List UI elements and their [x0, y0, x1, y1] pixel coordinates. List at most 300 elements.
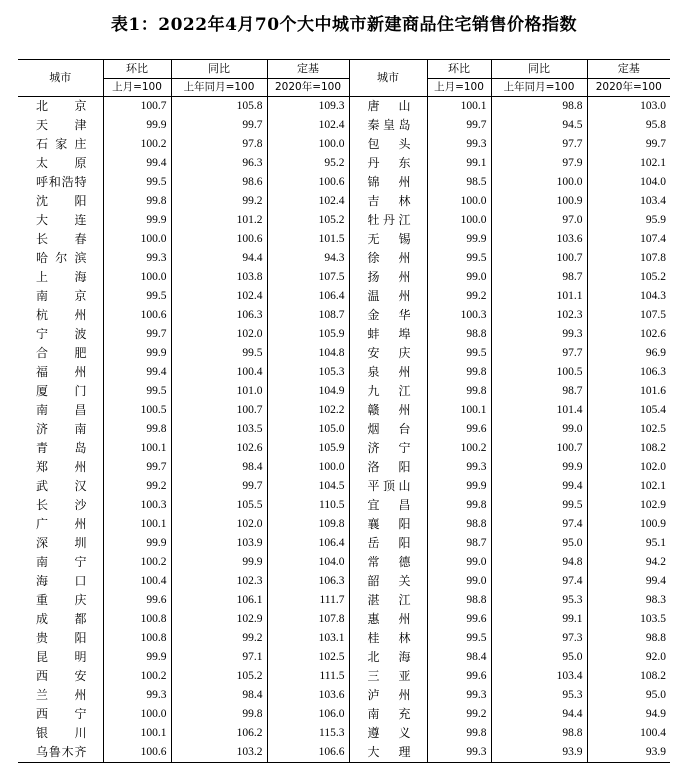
index-fixed-base-cell: 95.9 [587, 211, 670, 230]
index-yoy-cell: 102.3 [171, 572, 267, 591]
index-yoy-cell: 101.2 [171, 211, 267, 230]
city-name-cell: 唐山 [349, 97, 427, 117]
city-name-cell: 蚌埠 [349, 325, 427, 344]
index-yoy-cell: 102.0 [171, 325, 267, 344]
index-mom-cell: 99.7 [427, 116, 491, 135]
index-mom-cell: 99.1 [427, 154, 491, 173]
city-name-cell: 无锡 [349, 230, 427, 249]
index-mom-cell: 99.8 [427, 363, 491, 382]
index-yoy-cell: 98.4 [171, 458, 267, 477]
index-fixed-base-cell: 95.0 [587, 686, 670, 705]
index-mom-cell: 99.0 [427, 268, 491, 287]
index-mom-cell: 100.2 [103, 667, 171, 686]
index-fixed-base-cell: 109.3 [267, 97, 349, 117]
index-yoy-cell: 106.2 [171, 724, 267, 743]
index-fixed-base-cell: 101.5 [267, 230, 349, 249]
index-yoy-cell: 97.7 [491, 135, 587, 154]
index-mom-cell: 100.8 [103, 629, 171, 648]
table-row [18, 287, 670, 306]
index-fixed-base-cell: 111.5 [267, 667, 349, 686]
index-fixed-base-cell: 102.6 [587, 325, 670, 344]
index-yoy-cell: 103.8 [171, 268, 267, 287]
city-name-cell: 泉州 [349, 363, 427, 382]
index-yoy-cell: 103.5 [171, 420, 267, 439]
city-name-cell: 赣州 [349, 401, 427, 420]
city-name-cell: 南京 [36, 289, 87, 303]
header-sub-fixed-base: 2020年=100 [267, 79, 349, 97]
table-row [18, 534, 670, 553]
index-mom-cell: 98.4 [427, 648, 491, 667]
index-fixed-base-cell: 115.3 [267, 724, 349, 743]
table-row [18, 496, 670, 515]
city-name-cell: 泸州 [349, 686, 427, 705]
city-name-cell: 平顶山 [349, 477, 427, 496]
index-yoy-cell: 100.4 [171, 363, 267, 382]
index-fixed-base-cell: 103.0 [587, 97, 670, 117]
city-name-cell: 北海 [349, 648, 427, 667]
index-fixed-base-cell: 101.6 [587, 382, 670, 401]
index-mom-cell: 99.5 [427, 344, 491, 363]
index-yoy-cell: 99.9 [491, 458, 587, 477]
index-yoy-cell: 100.7 [171, 401, 267, 420]
index-mom-cell: 99.9 [103, 211, 171, 230]
city-name-cell: 重庆 [36, 593, 87, 607]
index-fixed-base-cell: 106.4 [267, 287, 349, 306]
index-fixed-base-cell: 104.5 [267, 477, 349, 496]
index-fixed-base-cell: 107.5 [587, 306, 670, 325]
index-mom-cell: 99.3 [427, 686, 491, 705]
index-mom-cell: 100.0 [103, 230, 171, 249]
header-city: 城市 [18, 60, 103, 97]
table-row [18, 230, 670, 249]
index-fixed-base-cell: 95.8 [587, 116, 670, 135]
city-name-cell: 宁波 [36, 327, 87, 341]
city-name-cell: 桂林 [349, 629, 427, 648]
index-mom-cell: 99.5 [427, 629, 491, 648]
city-name-cell: 吉林 [349, 192, 427, 211]
header-mom: 环比 [427, 60, 491, 79]
city-name-cell: 襄阳 [349, 515, 427, 534]
table-row [18, 477, 670, 496]
index-fixed-base-cell: 107.8 [587, 249, 670, 268]
index-fixed-base-cell: 98.3 [587, 591, 670, 610]
index-mom-cell: 99.8 [427, 724, 491, 743]
city-name-cell: 包头 [349, 135, 427, 154]
index-yoy-cell: 98.7 [491, 382, 587, 401]
city-name-cell: 青岛 [36, 441, 87, 455]
header-sub-yoy: 上年同月=100 [491, 79, 587, 97]
index-mom-cell: 100.7 [103, 97, 171, 117]
index-fixed-base-cell: 94.2 [587, 553, 670, 572]
index-mom-cell: 100.2 [427, 439, 491, 458]
index-mom-cell: 100.1 [427, 97, 491, 117]
index-yoy-cell: 101.0 [171, 382, 267, 401]
index-yoy-cell: 99.2 [171, 192, 267, 211]
index-yoy-cell: 100.9 [491, 192, 587, 211]
index-mom-cell: 100.1 [103, 439, 171, 458]
index-yoy-cell: 99.3 [491, 325, 587, 344]
index-yoy-cell: 99.4 [491, 477, 587, 496]
index-fixed-base-cell: 108.7 [267, 306, 349, 325]
index-fixed-base-cell: 100.0 [267, 135, 349, 154]
city-name-cell: 成都 [36, 612, 87, 626]
city-name-cell: 济南 [36, 422, 87, 436]
city-name-cell: 安庆 [349, 344, 427, 363]
index-yoy-cell: 93.9 [491, 743, 587, 763]
city-name-cell: 徐州 [349, 249, 427, 268]
index-fixed-base-cell: 108.2 [587, 667, 670, 686]
city-name-cell: 湛江 [349, 591, 427, 610]
city-name-cell: 沈阳 [36, 194, 87, 208]
city-name-cell: 南昌 [36, 403, 87, 417]
city-name-cell: 石家庄 [36, 137, 87, 151]
table-row [18, 724, 670, 743]
index-mom-cell: 99.5 [103, 173, 171, 192]
index-yoy-cell: 95.0 [491, 534, 587, 553]
table-row [18, 705, 670, 724]
city-name-cell: 金华 [349, 306, 427, 325]
index-mom-cell: 99.6 [427, 667, 491, 686]
index-fixed-base-cell: 104.3 [587, 287, 670, 306]
city-name-cell: 烟台 [349, 420, 427, 439]
city-name-cell: 常德 [349, 553, 427, 572]
index-fixed-base-cell: 102.5 [267, 648, 349, 667]
index-mom-cell: 98.8 [427, 325, 491, 344]
header-sub-fixed-base: 2020年=100 [587, 79, 670, 97]
city-name-cell: 长春 [36, 232, 87, 246]
table-row [18, 553, 670, 572]
index-fixed-base-cell: 99.4 [587, 572, 670, 591]
index-yoy-cell: 103.4 [491, 667, 587, 686]
header-fixed-base: 定基 [267, 60, 349, 79]
index-mom-cell: 99.9 [427, 477, 491, 496]
index-yoy-cell: 97.9 [491, 154, 587, 173]
index-yoy-cell: 97.3 [491, 629, 587, 648]
header-row-bases [18, 79, 670, 97]
index-mom-cell: 100.0 [103, 705, 171, 724]
table-row [18, 382, 670, 401]
index-yoy-cell: 101.4 [491, 401, 587, 420]
index-yoy-cell: 99.7 [171, 116, 267, 135]
city-name-cell: 西安 [36, 669, 87, 683]
index-mom-cell: 100.0 [103, 268, 171, 287]
table-row [18, 173, 670, 192]
index-yoy-cell: 99.5 [491, 496, 587, 515]
index-fixed-base-cell: 107.4 [587, 230, 670, 249]
index-mom-cell: 100.1 [427, 401, 491, 420]
header-sub-mom: 上月=100 [427, 79, 491, 97]
index-fixed-base-cell: 104.8 [267, 344, 349, 363]
index-yoy-cell: 97.7 [491, 344, 587, 363]
table-row [18, 268, 670, 287]
index-fixed-base-cell: 92.0 [587, 648, 670, 667]
index-mom-cell: 99.5 [427, 249, 491, 268]
table-row [18, 458, 670, 477]
index-yoy-cell: 106.3 [171, 306, 267, 325]
index-yoy-cell: 99.0 [491, 420, 587, 439]
index-mom-cell: 99.8 [103, 420, 171, 439]
index-mom-cell: 99.6 [427, 610, 491, 629]
index-fixed-base-cell: 111.7 [267, 591, 349, 610]
city-name-cell: 宜昌 [349, 496, 427, 515]
index-fixed-base-cell: 102.0 [587, 458, 670, 477]
index-fixed-base-cell: 104.0 [267, 553, 349, 572]
table-row [18, 667, 670, 686]
index-mom-cell: 99.3 [103, 249, 171, 268]
table-title: 表1：2022年4月70个大中城市新建商品住宅销售价格指数 [110, 15, 578, 35]
table-row [18, 135, 670, 154]
index-fixed-base-cell: 104.0 [587, 173, 670, 192]
index-yoy-cell: 105.2 [171, 667, 267, 686]
header-yoy: 同比 [491, 60, 587, 79]
index-yoy-cell: 95.3 [491, 591, 587, 610]
index-mom-cell: 99.9 [427, 230, 491, 249]
index-yoy-cell: 100.0 [491, 173, 587, 192]
index-yoy-cell: 102.9 [171, 610, 267, 629]
city-name-cell: 三亚 [349, 667, 427, 686]
index-fixed-base-cell: 105.4 [587, 401, 670, 420]
index-yoy-cell: 98.6 [171, 173, 267, 192]
index-mom-cell: 99.4 [103, 154, 171, 173]
index-fixed-base-cell: 102.1 [587, 477, 670, 496]
index-fixed-base-cell: 106.4 [267, 534, 349, 553]
index-fixed-base-cell: 105.9 [267, 439, 349, 458]
city-name-cell: 福州 [36, 365, 87, 379]
index-fixed-base-cell: 108.2 [587, 439, 670, 458]
index-yoy-cell: 97.4 [491, 515, 587, 534]
index-fixed-base-cell: 96.9 [587, 344, 670, 363]
header-mom: 环比 [103, 60, 171, 79]
index-fixed-base-cell: 105.2 [267, 211, 349, 230]
index-mom-cell: 99.5 [103, 382, 171, 401]
index-yoy-cell: 99.7 [171, 477, 267, 496]
index-yoy-cell: 97.8 [171, 135, 267, 154]
city-name-cell: 大连 [36, 213, 87, 227]
city-name-cell: 洛阳 [349, 458, 427, 477]
index-mom-cell: 99.3 [103, 686, 171, 705]
city-name-cell: 银川 [36, 726, 87, 740]
index-fixed-base-cell: 110.5 [267, 496, 349, 515]
city-name-cell: 郑州 [36, 460, 87, 474]
table-row [18, 306, 670, 325]
index-yoy-cell: 98.4 [171, 686, 267, 705]
index-yoy-cell: 98.8 [491, 724, 587, 743]
index-yoy-cell: 99.2 [171, 629, 267, 648]
index-fixed-base-cell: 106.6 [267, 743, 349, 763]
city-name-cell: 惠州 [349, 610, 427, 629]
city-name-cell: 天津 [36, 118, 87, 132]
index-mom-cell: 100.5 [103, 401, 171, 420]
index-mom-cell: 100.0 [427, 211, 491, 230]
city-name-cell: 上海 [36, 270, 87, 284]
index-mom-cell: 98.8 [427, 591, 491, 610]
city-name-cell: 合肥 [36, 346, 87, 360]
index-fixed-base-cell: 99.7 [587, 135, 670, 154]
index-yoy-cell: 102.4 [171, 287, 267, 306]
index-fixed-base-cell: 100.6 [267, 173, 349, 192]
header-city: 城市 [349, 60, 427, 97]
index-fixed-base-cell: 100.0 [267, 458, 349, 477]
table-row [18, 686, 670, 705]
header-sub-yoy: 上年同月=100 [171, 79, 267, 97]
index-mom-cell: 99.8 [427, 496, 491, 515]
index-yoy-cell: 94.4 [171, 249, 267, 268]
city-name-cell: 温州 [349, 287, 427, 306]
index-mom-cell: 99.8 [427, 382, 491, 401]
city-name-cell: 丹东 [349, 154, 427, 173]
index-fixed-base-cell: 95.2 [267, 154, 349, 173]
table-row [18, 629, 670, 648]
index-fixed-base-cell: 102.1 [587, 154, 670, 173]
city-name-cell: 哈尔滨 [36, 251, 87, 265]
index-mom-cell: 99.6 [103, 591, 171, 610]
index-mom-cell: 99.2 [427, 705, 491, 724]
index-yoy-cell: 96.3 [171, 154, 267, 173]
table-row [18, 249, 670, 268]
index-mom-cell: 98.5 [427, 173, 491, 192]
index-mom-cell: 100.2 [103, 135, 171, 154]
table-row [18, 154, 670, 173]
city-name-cell: 南充 [349, 705, 427, 724]
price-index-table [18, 59, 670, 763]
index-yoy-cell: 95.0 [491, 648, 587, 667]
table-row [18, 420, 670, 439]
index-fixed-base-cell: 106.3 [267, 572, 349, 591]
city-name-cell: 韶关 [349, 572, 427, 591]
index-mom-cell: 99.7 [103, 458, 171, 477]
index-mom-cell: 99.7 [103, 325, 171, 344]
index-mom-cell: 99.8 [103, 192, 171, 211]
index-mom-cell: 100.6 [103, 306, 171, 325]
index-yoy-cell: 99.5 [171, 344, 267, 363]
index-mom-cell: 100.8 [103, 610, 171, 629]
city-name-cell: 济宁 [349, 439, 427, 458]
index-yoy-cell: 97.4 [491, 572, 587, 591]
index-fixed-base-cell: 106.0 [267, 705, 349, 724]
header-sub-mom: 上月=100 [103, 79, 171, 97]
index-yoy-cell: 99.1 [491, 610, 587, 629]
index-fixed-base-cell: 102.5 [587, 420, 670, 439]
index-fixed-base-cell: 102.4 [267, 116, 349, 135]
index-yoy-cell: 102.0 [171, 515, 267, 534]
index-fixed-base-cell: 98.8 [587, 629, 670, 648]
index-yoy-cell: 95.3 [491, 686, 587, 705]
table-row [18, 211, 670, 230]
table-row [18, 743, 670, 763]
table-row [18, 515, 670, 534]
city-name-cell: 太原 [36, 156, 87, 170]
table-row [18, 439, 670, 458]
index-fixed-base-cell: 94.9 [587, 705, 670, 724]
city-name-cell: 贵阳 [36, 631, 87, 645]
index-fixed-base-cell: 93.9 [587, 743, 670, 763]
index-fixed-base-cell: 102.4 [267, 192, 349, 211]
index-yoy-cell: 98.8 [491, 97, 587, 117]
index-yoy-cell: 102.3 [491, 306, 587, 325]
index-fixed-base-cell: 102.2 [267, 401, 349, 420]
index-mom-cell: 98.7 [427, 534, 491, 553]
table-row [18, 363, 670, 382]
table-row [18, 401, 670, 420]
index-mom-cell: 100.4 [103, 572, 171, 591]
index-yoy-cell: 103.9 [171, 534, 267, 553]
city-name-cell: 秦皇岛 [349, 116, 427, 135]
index-yoy-cell: 105.5 [171, 496, 267, 515]
index-fixed-base-cell: 100.9 [587, 515, 670, 534]
index-mom-cell: 100.0 [427, 192, 491, 211]
index-yoy-cell: 94.4 [491, 705, 587, 724]
index-mom-cell: 99.2 [103, 477, 171, 496]
index-yoy-cell: 99.9 [171, 553, 267, 572]
city-name-cell: 呼和浩特 [36, 175, 87, 189]
city-name-cell: 遵义 [349, 724, 427, 743]
header-yoy: 同比 [171, 60, 267, 79]
city-name-cell: 牡丹江 [349, 211, 427, 230]
index-mom-cell: 99.9 [103, 534, 171, 553]
index-fixed-base-cell: 105.2 [587, 268, 670, 287]
city-name-cell: 乌鲁木齐 [18, 743, 103, 763]
index-mom-cell: 100.1 [103, 515, 171, 534]
index-yoy-cell: 94.8 [491, 553, 587, 572]
index-mom-cell: 100.3 [103, 496, 171, 515]
city-name-cell: 大理 [349, 743, 427, 763]
index-yoy-cell: 105.8 [171, 97, 267, 117]
city-name-cell: 南宁 [36, 555, 87, 569]
table-row [18, 97, 670, 117]
index-mom-cell: 98.8 [427, 515, 491, 534]
index-fixed-base-cell: 106.3 [587, 363, 670, 382]
index-mom-cell: 99.2 [427, 287, 491, 306]
index-mom-cell: 99.9 [103, 116, 171, 135]
index-fixed-base-cell: 103.6 [267, 686, 349, 705]
city-name-cell: 锦州 [349, 173, 427, 192]
index-mom-cell: 99.9 [103, 648, 171, 667]
index-mom-cell: 100.2 [103, 553, 171, 572]
index-fixed-base-cell: 103.4 [587, 192, 670, 211]
table-row [18, 591, 670, 610]
index-yoy-cell: 99.8 [171, 705, 267, 724]
city-name-cell: 兰州 [36, 688, 87, 702]
table-row [18, 116, 670, 135]
city-name-cell: 北京 [36, 99, 87, 113]
city-name-cell: 武汉 [36, 479, 87, 493]
index-fixed-base-cell: 103.1 [267, 629, 349, 648]
header-row-groups [18, 60, 670, 79]
table-row [18, 572, 670, 591]
city-name-cell: 广州 [36, 517, 87, 531]
index-yoy-cell: 94.5 [491, 116, 587, 135]
index-yoy-cell: 100.7 [491, 249, 587, 268]
index-yoy-cell: 100.5 [491, 363, 587, 382]
table-row [18, 610, 670, 629]
index-yoy-cell: 103.6 [491, 230, 587, 249]
city-name-cell: 西宁 [36, 707, 87, 721]
index-fixed-base-cell: 105.0 [267, 420, 349, 439]
table-row [18, 192, 670, 211]
header-fixed-base: 定基 [587, 60, 670, 79]
index-mom-cell: 99.3 [427, 743, 491, 763]
index-mom-cell: 100.3 [427, 306, 491, 325]
index-mom-cell: 99.6 [427, 420, 491, 439]
index-yoy-cell: 102.6 [171, 439, 267, 458]
index-fixed-base-cell: 104.9 [267, 382, 349, 401]
city-name-cell: 九江 [349, 382, 427, 401]
city-name-cell: 岳阳 [349, 534, 427, 553]
city-name-cell: 厦门 [36, 384, 87, 398]
index-yoy-cell: 101.1 [491, 287, 587, 306]
index-mom-cell: 100.1 [103, 724, 171, 743]
index-yoy-cell: 97.0 [491, 211, 587, 230]
